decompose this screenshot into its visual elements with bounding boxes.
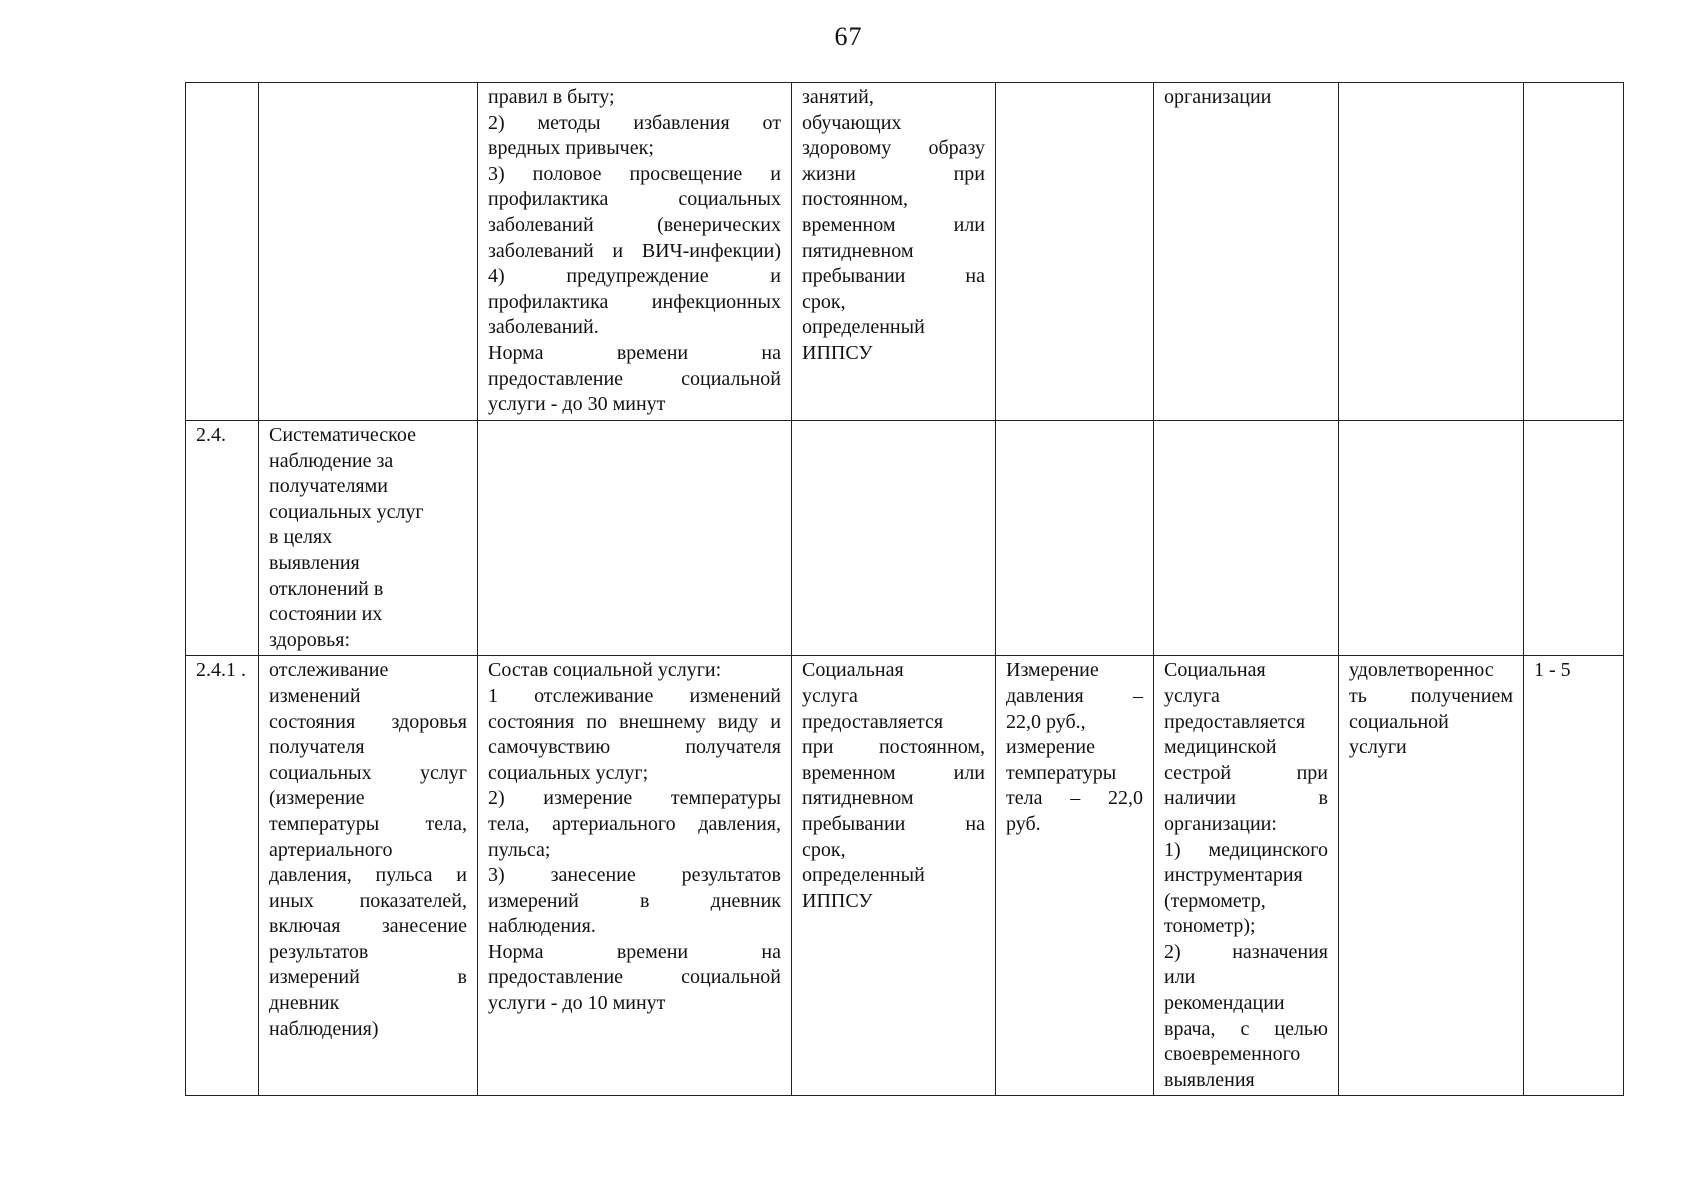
text-line: срок, — [802, 838, 846, 861]
text-line: иных показателей, — [269, 889, 467, 912]
text-line: своевременного — [1164, 1043, 1301, 1066]
text-line: результатов — [269, 940, 369, 963]
text-line: медицинской — [1164, 736, 1277, 759]
row-number-cell: 2.4. — [186, 421, 259, 656]
text-line: (измерение — [269, 787, 365, 810]
text-line: выявления — [269, 551, 360, 574]
text-line: 1) медицинского — [1164, 838, 1328, 861]
service-evaluation-cell — [1339, 83, 1524, 421]
text-line: профилактика инфекционных — [488, 290, 781, 313]
text-line: включая занесение — [269, 915, 467, 938]
text-line: постоянном, — [802, 188, 909, 211]
text-line: Состав социальной услуги: — [488, 659, 722, 682]
text-line: получателя — [269, 736, 365, 759]
services-table — [185, 82, 1624, 1096]
text-line: Норма времени на — [488, 940, 781, 963]
service-quality-cell — [1154, 656, 1339, 1096]
text-line: временном или — [802, 213, 985, 236]
text-line: состояния здоровья — [269, 710, 467, 733]
text-line: жизни при — [802, 162, 985, 185]
text-line: профилактика социальных — [488, 188, 781, 211]
service-content-cell — [478, 83, 792, 421]
text-line: 2) измерение температуры — [488, 787, 781, 810]
text-line: руб. — [1006, 812, 1041, 835]
service-conditions-cell — [792, 83, 996, 421]
text-line: 2) назначения — [1164, 940, 1328, 963]
text-line: удовлетвореннос — [1349, 659, 1494, 682]
text-line: социальных услуг — [269, 500, 424, 523]
text-line: наличии в — [1164, 787, 1328, 810]
text-line: предоставляется — [802, 710, 944, 733]
page-number: 67 — [834, 22, 863, 51]
text-line: пятидневном — [802, 239, 914, 262]
text-line: занятий, — [802, 86, 874, 108]
text-line: дневник — [269, 992, 340, 1015]
row-number-cell — [186, 83, 259, 421]
text-line: получателями — [269, 475, 388, 498]
service-tariff-cell — [996, 83, 1154, 421]
text-line: здоровья: — [269, 628, 351, 651]
text-line: социальных услуг — [269, 761, 467, 784]
text-line: сестрой при — [1164, 761, 1328, 784]
text-line: состоянии их — [269, 603, 383, 626]
text-line: организации: — [1164, 812, 1277, 835]
text-line: определенный — [802, 864, 925, 887]
service-score-cell: 1 - 5 — [1524, 656, 1624, 1096]
text-line: 3) половое просвещение и — [488, 162, 781, 185]
text-line: в целях — [269, 526, 333, 549]
text-line: врача, с целью — [1164, 1017, 1328, 1040]
text-line: наблюдение за — [269, 449, 394, 472]
text-line: услуга — [802, 684, 858, 707]
text-line: предоставление социальной — [488, 367, 781, 390]
text-line: 3) занесение результатов — [488, 864, 781, 887]
text-line: услуги - до 10 минут — [488, 992, 666, 1015]
text-line: или — [1164, 966, 1196, 989]
table-row — [186, 421, 1624, 656]
service-quality-cell — [1154, 83, 1339, 421]
text-line: пульса; — [488, 838, 551, 861]
text-line: услуга — [1164, 684, 1220, 707]
text-line: 1 отслеживание изменений — [488, 684, 781, 707]
text-line: давления, пульса и — [269, 864, 467, 887]
text-line: тела – 22,0 — [1006, 787, 1143, 810]
text-line: пятидневном — [802, 787, 914, 810]
text-line: отслеживание — [269, 659, 389, 682]
text-line: температуры — [1006, 761, 1117, 784]
service-name-cell — [259, 656, 478, 1096]
table-row — [186, 83, 1624, 421]
text-line: заболеваний. — [488, 316, 599, 339]
text-line: артериального — [269, 838, 393, 861]
empty-cell — [478, 421, 792, 656]
empty-cell — [1339, 421, 1524, 656]
text-line: 4) предупреждение и — [488, 265, 781, 288]
text-line: социальной — [1349, 710, 1449, 733]
text-line: пребывании на — [802, 265, 985, 288]
text-line: услуги — [1349, 736, 1407, 759]
text-line: временном или — [802, 761, 985, 784]
text-line: тела, артериального давления, — [488, 812, 781, 835]
text-line: при постоянном, — [802, 736, 985, 759]
text-line: Социальная — [802, 659, 904, 682]
text-line: заболеваний и ВИЧ-инфекции) — [488, 239, 781, 262]
service-name-cell — [259, 421, 478, 656]
text-line: ИППСУ — [802, 341, 873, 364]
text-line: отклонений в — [269, 577, 384, 600]
text-line: изменений — [269, 684, 361, 707]
text-line: Измерение — [1006, 659, 1099, 682]
text-line: рекомендации — [1164, 992, 1285, 1015]
text-line: предоставляется — [1164, 710, 1306, 733]
text-line: температуры тела, — [269, 812, 467, 835]
empty-cell — [1154, 421, 1339, 656]
text-line: (термометр, — [1164, 889, 1266, 912]
service-conditions-cell — [792, 656, 996, 1096]
text-line: срок, — [802, 290, 846, 313]
empty-cell — [792, 421, 996, 656]
text-line: Социальная — [1164, 659, 1266, 682]
text-line: самочувствию получателя — [488, 736, 781, 759]
table-row — [186, 656, 1624, 1096]
text-line: социальных услуг; — [488, 761, 649, 784]
text-line: давления – — [1006, 684, 1143, 707]
service-evaluation-cell — [1339, 656, 1524, 1096]
service-score-cell — [1524, 83, 1624, 421]
text-line: инструментария — [1164, 864, 1303, 887]
text-line: 22,0 руб., — [1006, 710, 1086, 733]
text-line: ИППСУ — [802, 889, 873, 912]
text-line: ть получением — [1349, 684, 1513, 707]
text-line: правил в быту; — [488, 86, 615, 108]
text-line: Систематическое — [269, 424, 416, 446]
empty-cell — [1524, 421, 1624, 656]
service-tariff-cell — [996, 656, 1154, 1096]
text-line: состояния по внешнему виду и — [488, 710, 781, 733]
service-content-cell — [478, 656, 792, 1096]
text-line: наблюдения) — [269, 1017, 379, 1040]
text-line: заболеваний (венерических — [488, 213, 781, 236]
text-line: измерений в дневник — [488, 889, 781, 912]
text-line: услуги - до 30 минут — [488, 393, 666, 416]
text-line: обучающих — [802, 111, 902, 134]
text-line: тонометр); — [1164, 915, 1256, 938]
text-line: 2) методы избавления от — [488, 111, 781, 134]
row-number-cell: 2.4.1 . — [186, 656, 259, 1096]
text-line: измерение — [1006, 736, 1096, 759]
service-name-cell — [259, 83, 478, 421]
text-line: наблюдения. — [488, 915, 596, 938]
text-line: здоровому образу — [802, 137, 985, 160]
text-line: пребывании на — [802, 812, 985, 835]
text-line: измерений в — [269, 966, 467, 989]
text-line: вредных привычек; — [488, 137, 654, 160]
text-line: определенный — [802, 316, 925, 339]
text-line: Норма времени на — [488, 341, 781, 364]
text-line: предоставление социальной — [488, 966, 781, 989]
text-line: выявления — [1164, 1068, 1255, 1091]
empty-cell — [996, 421, 1154, 656]
text-line: организации — [1164, 86, 1272, 108]
